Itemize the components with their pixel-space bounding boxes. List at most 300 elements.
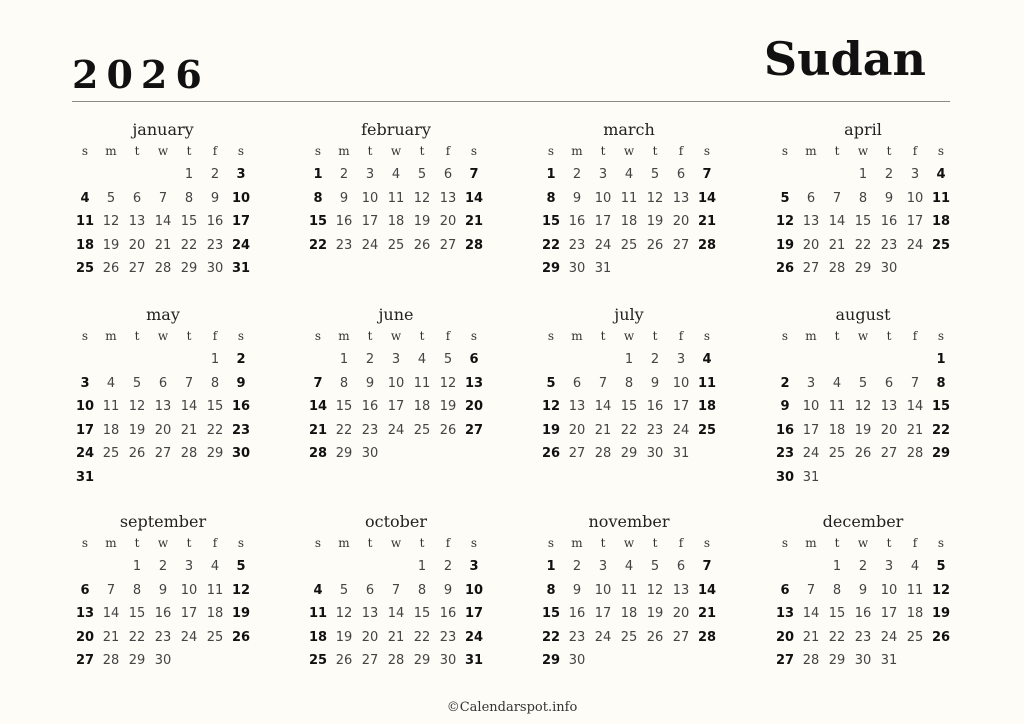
day: 20 bbox=[154, 422, 172, 438]
month-grid bbox=[538, 533, 720, 673]
day: 3 bbox=[184, 559, 194, 574]
weekday-label: t bbox=[134, 536, 140, 550]
weekday-label: m bbox=[571, 144, 583, 158]
day: 29 bbox=[828, 653, 846, 668]
weekend-day: 28 bbox=[697, 237, 717, 253]
empty-day-cell bbox=[176, 348, 202, 372]
day: 5 bbox=[339, 582, 349, 598]
weekend-day: 18 bbox=[308, 629, 328, 645]
weekend-day: 29 bbox=[541, 653, 561, 668]
weekend-day: 19 bbox=[931, 606, 951, 621]
weekday-label: w bbox=[157, 329, 169, 343]
weekend-day: 25 bbox=[308, 653, 328, 668]
day: 17 bbox=[387, 399, 405, 414]
weekend-day: 15 bbox=[931, 399, 951, 414]
day: 21 bbox=[154, 237, 172, 253]
day: 14 bbox=[102, 606, 120, 621]
day: 22 bbox=[620, 422, 638, 438]
weekday-label: m bbox=[805, 144, 817, 158]
day: 14 bbox=[180, 399, 198, 414]
day: 1 bbox=[858, 167, 868, 182]
day: 5 bbox=[650, 559, 660, 574]
day: 7 bbox=[832, 190, 842, 206]
weekday-label: t bbox=[886, 329, 892, 343]
day: 26 bbox=[102, 261, 120, 276]
day: 4 bbox=[417, 352, 427, 367]
day: 5 bbox=[443, 352, 453, 367]
empty-day-cell bbox=[798, 348, 824, 372]
day: 18 bbox=[387, 214, 405, 229]
day: 24 bbox=[906, 237, 924, 253]
month-name: august bbox=[835, 305, 891, 324]
weekday-label: t bbox=[834, 536, 840, 550]
day: 9 bbox=[158, 582, 168, 598]
day: 28 bbox=[802, 653, 820, 668]
day: 15 bbox=[128, 606, 146, 621]
day: 2 bbox=[650, 352, 660, 367]
weekday-label: t bbox=[367, 144, 373, 158]
day: 30 bbox=[646, 446, 664, 461]
weekend-day: 3 bbox=[469, 559, 479, 574]
weekday-label: t bbox=[186, 329, 192, 343]
day: 13 bbox=[568, 399, 586, 414]
empty-day-cell bbox=[98, 348, 124, 372]
weekend-day: 6 bbox=[780, 582, 790, 598]
month-june bbox=[305, 305, 487, 466]
day: 16 bbox=[854, 606, 872, 621]
weekend-day: 26 bbox=[231, 629, 251, 645]
empty-day-cell bbox=[305, 348, 331, 372]
day: 9 bbox=[650, 375, 660, 391]
day: 24 bbox=[802, 446, 820, 461]
day: 14 bbox=[802, 606, 820, 621]
weekday-label: s bbox=[81, 329, 89, 343]
day: 24 bbox=[672, 422, 690, 438]
day: 19 bbox=[335, 629, 353, 645]
weekday-label: s bbox=[470, 329, 478, 343]
weekend-day: 13 bbox=[75, 606, 95, 621]
weekend-day: 5 bbox=[546, 375, 556, 391]
month-grid bbox=[772, 326, 954, 489]
weekend-day: 15 bbox=[308, 214, 328, 229]
weekend-day: 11 bbox=[931, 190, 951, 206]
day: 8 bbox=[339, 375, 349, 391]
day: 23 bbox=[880, 237, 898, 253]
day: 9 bbox=[884, 190, 894, 206]
day: 12 bbox=[854, 399, 872, 414]
weekday-label: t bbox=[886, 144, 892, 158]
empty-day-cell bbox=[72, 163, 98, 187]
day: 1 bbox=[624, 352, 634, 367]
day: 2 bbox=[365, 352, 375, 367]
weekend-day: 25 bbox=[931, 237, 951, 253]
weekend-day: 18 bbox=[931, 214, 951, 229]
day: 29 bbox=[620, 446, 638, 461]
day: 26 bbox=[335, 653, 353, 668]
day: 6 bbox=[365, 582, 375, 598]
month-name: march bbox=[603, 120, 655, 139]
day: 17 bbox=[802, 422, 820, 438]
weekday-label: s bbox=[703, 144, 711, 158]
day: 26 bbox=[439, 422, 457, 438]
day: 18 bbox=[828, 422, 846, 438]
weekday-label: s bbox=[781, 329, 789, 343]
empty-day-cell bbox=[538, 348, 564, 372]
weekday-label: w bbox=[623, 536, 635, 550]
weekday-label: s bbox=[547, 329, 555, 343]
weekend-day: 11 bbox=[75, 214, 95, 229]
weekend-day: 25 bbox=[697, 422, 717, 438]
day: 21 bbox=[387, 629, 405, 645]
day: 25 bbox=[828, 446, 846, 461]
day: 18 bbox=[620, 606, 638, 621]
weekday-label: t bbox=[652, 144, 658, 158]
day: 10 bbox=[880, 582, 898, 598]
weekday-label: s bbox=[937, 144, 945, 158]
weekday-label: w bbox=[857, 144, 869, 158]
month-name: june bbox=[378, 305, 414, 324]
day: 22 bbox=[128, 629, 146, 645]
day: 5 bbox=[132, 375, 142, 391]
empty-day-cell bbox=[590, 348, 616, 372]
weekend-day: 2 bbox=[236, 352, 246, 367]
weekend-day: 20 bbox=[775, 629, 795, 645]
weekend-day: 6 bbox=[469, 352, 479, 367]
day: 16 bbox=[206, 214, 224, 229]
day: 9 bbox=[365, 375, 375, 391]
month-grid bbox=[772, 533, 954, 673]
country-title: Sudan bbox=[763, 32, 926, 86]
month-grid bbox=[538, 326, 720, 466]
empty-day-cell bbox=[564, 348, 590, 372]
day: 16 bbox=[568, 214, 586, 229]
day: 9 bbox=[572, 582, 582, 598]
weekend-day: 17 bbox=[75, 422, 95, 438]
day: 30 bbox=[206, 261, 224, 276]
month-january bbox=[72, 120, 254, 281]
day: 27 bbox=[672, 629, 690, 645]
day: 4 bbox=[210, 559, 220, 574]
month-february bbox=[305, 120, 487, 257]
day: 27 bbox=[672, 237, 690, 253]
empty-day-cell bbox=[98, 163, 124, 187]
day: 21 bbox=[828, 237, 846, 253]
day: 19 bbox=[439, 399, 457, 414]
day: 7 bbox=[184, 375, 194, 391]
month-september bbox=[72, 512, 254, 673]
day: 24 bbox=[180, 629, 198, 645]
weekend-day: 21 bbox=[697, 214, 717, 229]
weekday-label: f bbox=[678, 329, 684, 343]
weekend-day: 12 bbox=[541, 399, 561, 414]
day: 15 bbox=[206, 399, 224, 414]
empty-day-cell bbox=[798, 555, 824, 579]
day: 12 bbox=[646, 582, 664, 598]
day: 16 bbox=[154, 606, 172, 621]
weekend-day: 11 bbox=[308, 606, 328, 621]
day: 6 bbox=[806, 190, 816, 206]
day: 27 bbox=[154, 446, 172, 461]
weekday-label: s bbox=[314, 144, 322, 158]
day: 9 bbox=[572, 190, 582, 206]
day: 2 bbox=[572, 167, 582, 182]
day: 12 bbox=[335, 606, 353, 621]
day: 8 bbox=[858, 190, 868, 206]
day: 22 bbox=[854, 237, 872, 253]
weekend-day: 17 bbox=[464, 606, 484, 621]
weekend-day: 21 bbox=[464, 214, 484, 229]
day: 3 bbox=[884, 559, 894, 574]
weekend-day: 14 bbox=[697, 582, 717, 598]
day: 14 bbox=[594, 399, 612, 414]
weekend-day: 28 bbox=[308, 446, 328, 461]
weekend-day: 1 bbox=[313, 167, 323, 182]
month-name: january bbox=[132, 120, 194, 139]
footer-credit: ©Calendarspot.info bbox=[446, 700, 578, 715]
weekday-label: t bbox=[367, 329, 373, 343]
weekend-day: 5 bbox=[780, 190, 790, 206]
empty-day-cell bbox=[150, 348, 176, 372]
weekday-label: f bbox=[678, 144, 684, 158]
day: 26 bbox=[646, 237, 664, 253]
weekend-day: 8 bbox=[546, 190, 556, 206]
day: 23 bbox=[154, 629, 172, 645]
weekend-day: 23 bbox=[775, 446, 795, 461]
weekday-label: w bbox=[390, 536, 402, 550]
month-name: july bbox=[614, 305, 644, 324]
weekday-label: s bbox=[937, 536, 945, 550]
month-october bbox=[305, 512, 487, 673]
weekday-label: t bbox=[886, 536, 892, 550]
day: 7 bbox=[598, 375, 608, 391]
day: 28 bbox=[828, 261, 846, 276]
day: 2 bbox=[858, 559, 868, 574]
day: 2 bbox=[210, 167, 220, 182]
weekend-day: 3 bbox=[236, 167, 246, 182]
day: 14 bbox=[154, 214, 172, 229]
weekend-day: 12 bbox=[231, 582, 251, 598]
weekend-day: 13 bbox=[775, 606, 795, 621]
day: 22 bbox=[828, 629, 846, 645]
weekend-day: 22 bbox=[931, 422, 951, 438]
day: 5 bbox=[106, 190, 116, 206]
weekend-day: 20 bbox=[75, 629, 95, 645]
weekday-label: s bbox=[314, 329, 322, 343]
day: 4 bbox=[910, 559, 920, 574]
day: 12 bbox=[128, 399, 146, 414]
weekday-label: w bbox=[157, 536, 169, 550]
day: 14 bbox=[387, 606, 405, 621]
weekend-day: 12 bbox=[931, 582, 951, 598]
day: 6 bbox=[884, 375, 894, 391]
weekday-label: f bbox=[445, 536, 451, 550]
day: 29 bbox=[128, 653, 146, 668]
weekday-label: m bbox=[805, 536, 817, 550]
weekend-day: 9 bbox=[236, 375, 246, 391]
day: 23 bbox=[335, 237, 353, 253]
day: 16 bbox=[335, 214, 353, 229]
weekend-day: 30 bbox=[775, 469, 795, 485]
weekday-label: s bbox=[470, 144, 478, 158]
day: 30 bbox=[880, 261, 898, 276]
month-july bbox=[538, 305, 720, 466]
weekend-day: 19 bbox=[775, 237, 795, 253]
day: 2 bbox=[339, 167, 349, 182]
day: 29 bbox=[854, 261, 872, 276]
empty-day-cell bbox=[772, 163, 798, 187]
month-grid bbox=[72, 533, 254, 673]
day: 24 bbox=[880, 629, 898, 645]
weekday-label: s bbox=[547, 536, 555, 550]
weekday-label: m bbox=[571, 536, 583, 550]
day: 3 bbox=[598, 559, 608, 574]
day: 16 bbox=[361, 399, 379, 414]
day: 23 bbox=[568, 629, 586, 645]
weekday-label: w bbox=[157, 144, 169, 158]
weekday-label: f bbox=[212, 329, 218, 343]
month-name: september bbox=[119, 512, 207, 531]
day: 19 bbox=[128, 422, 146, 438]
day: 28 bbox=[180, 446, 198, 461]
day: 10 bbox=[802, 399, 820, 414]
weekend-day: 21 bbox=[308, 422, 328, 438]
day: 20 bbox=[672, 606, 690, 621]
day: 18 bbox=[206, 606, 224, 621]
weekday-label: t bbox=[134, 144, 140, 158]
day: 13 bbox=[880, 399, 898, 414]
day: 23 bbox=[854, 629, 872, 645]
day: 25 bbox=[906, 629, 924, 645]
weekend-day: 14 bbox=[464, 190, 484, 206]
day: 23 bbox=[206, 237, 224, 253]
weekday-label: w bbox=[390, 144, 402, 158]
day: 7 bbox=[806, 582, 816, 598]
weekday-label: s bbox=[81, 144, 89, 158]
weekend-day: 29 bbox=[541, 261, 561, 276]
weekend-day: 10 bbox=[75, 399, 95, 414]
weekend-day: 26 bbox=[775, 261, 795, 276]
weekday-label: m bbox=[105, 536, 117, 550]
day: 27 bbox=[128, 261, 146, 276]
day: 5 bbox=[858, 375, 868, 391]
weekend-day: 22 bbox=[541, 629, 561, 645]
weekday-label: f bbox=[678, 536, 684, 550]
weekend-day: 29 bbox=[931, 446, 951, 461]
weekend-day: 24 bbox=[75, 446, 95, 461]
day: 24 bbox=[594, 237, 612, 253]
day: 12 bbox=[439, 375, 457, 391]
day: 7 bbox=[391, 582, 401, 598]
day: 27 bbox=[802, 261, 820, 276]
day: 2 bbox=[572, 559, 582, 574]
empty-day-cell bbox=[902, 348, 928, 372]
day: 19 bbox=[854, 422, 872, 438]
weekday-label: t bbox=[367, 536, 373, 550]
empty-day-cell bbox=[876, 348, 902, 372]
day: 11 bbox=[387, 190, 405, 206]
day: 19 bbox=[646, 214, 664, 229]
day: 19 bbox=[102, 237, 120, 253]
weekday-label: f bbox=[912, 536, 918, 550]
day: 25 bbox=[413, 422, 431, 438]
weekend-day: 19 bbox=[541, 422, 561, 438]
day: 24 bbox=[387, 422, 405, 438]
weekday-label: t bbox=[186, 536, 192, 550]
day: 30 bbox=[154, 653, 172, 668]
weekend-day: 18 bbox=[697, 399, 717, 414]
weekend-day: 20 bbox=[464, 399, 484, 414]
weekend-day: 16 bbox=[231, 399, 251, 414]
day: 21 bbox=[102, 629, 120, 645]
empty-day-cell bbox=[124, 348, 150, 372]
day: 13 bbox=[128, 214, 146, 229]
weekend-day: 7 bbox=[313, 375, 323, 391]
day: 20 bbox=[439, 214, 457, 229]
empty-day-cell bbox=[124, 163, 150, 187]
empty-day-cell bbox=[798, 163, 824, 187]
day: 20 bbox=[880, 422, 898, 438]
month-name: february bbox=[361, 120, 431, 139]
day: 26 bbox=[128, 446, 146, 461]
weekend-day: 23 bbox=[231, 422, 251, 438]
weekend-day: 5 bbox=[936, 559, 946, 574]
day: 29 bbox=[180, 261, 198, 276]
month-grid bbox=[305, 326, 487, 466]
day: 12 bbox=[413, 190, 431, 206]
day: 7 bbox=[106, 582, 116, 598]
day: 11 bbox=[413, 375, 431, 391]
day: 4 bbox=[624, 167, 634, 182]
day: 6 bbox=[676, 167, 686, 182]
month-grid bbox=[305, 141, 487, 257]
weekday-label: t bbox=[834, 144, 840, 158]
month-april bbox=[772, 120, 954, 281]
day: 10 bbox=[594, 582, 612, 598]
weekday-label: f bbox=[212, 536, 218, 550]
weekend-day: 11 bbox=[697, 375, 717, 391]
weekend-day: 17 bbox=[231, 214, 251, 229]
year-title: 2026 bbox=[72, 52, 210, 97]
day: 5 bbox=[650, 167, 660, 182]
day: 8 bbox=[832, 582, 842, 598]
day: 4 bbox=[391, 167, 401, 182]
empty-day-cell bbox=[305, 555, 331, 579]
day: 26 bbox=[646, 629, 664, 645]
weekend-day: 27 bbox=[775, 653, 795, 668]
day: 11 bbox=[102, 399, 120, 414]
day: 28 bbox=[594, 446, 612, 461]
day: 2 bbox=[884, 167, 894, 182]
day: 8 bbox=[184, 190, 194, 206]
day: 3 bbox=[391, 352, 401, 367]
weekend-day: 1 bbox=[546, 559, 556, 574]
weekend-day: 27 bbox=[75, 653, 95, 668]
weekend-day: 31 bbox=[231, 261, 251, 276]
empty-day-cell bbox=[98, 555, 124, 579]
day: 15 bbox=[854, 214, 872, 229]
weekend-day: 7 bbox=[469, 167, 479, 182]
day: 23 bbox=[439, 629, 457, 645]
weekday-label: t bbox=[134, 329, 140, 343]
day: 15 bbox=[828, 606, 846, 621]
weekend-day: 14 bbox=[697, 190, 717, 206]
day: 17 bbox=[672, 399, 690, 414]
day: 11 bbox=[620, 190, 638, 206]
day: 22 bbox=[206, 422, 224, 438]
day: 27 bbox=[568, 446, 586, 461]
day: 4 bbox=[832, 375, 842, 391]
day: 28 bbox=[154, 261, 172, 276]
